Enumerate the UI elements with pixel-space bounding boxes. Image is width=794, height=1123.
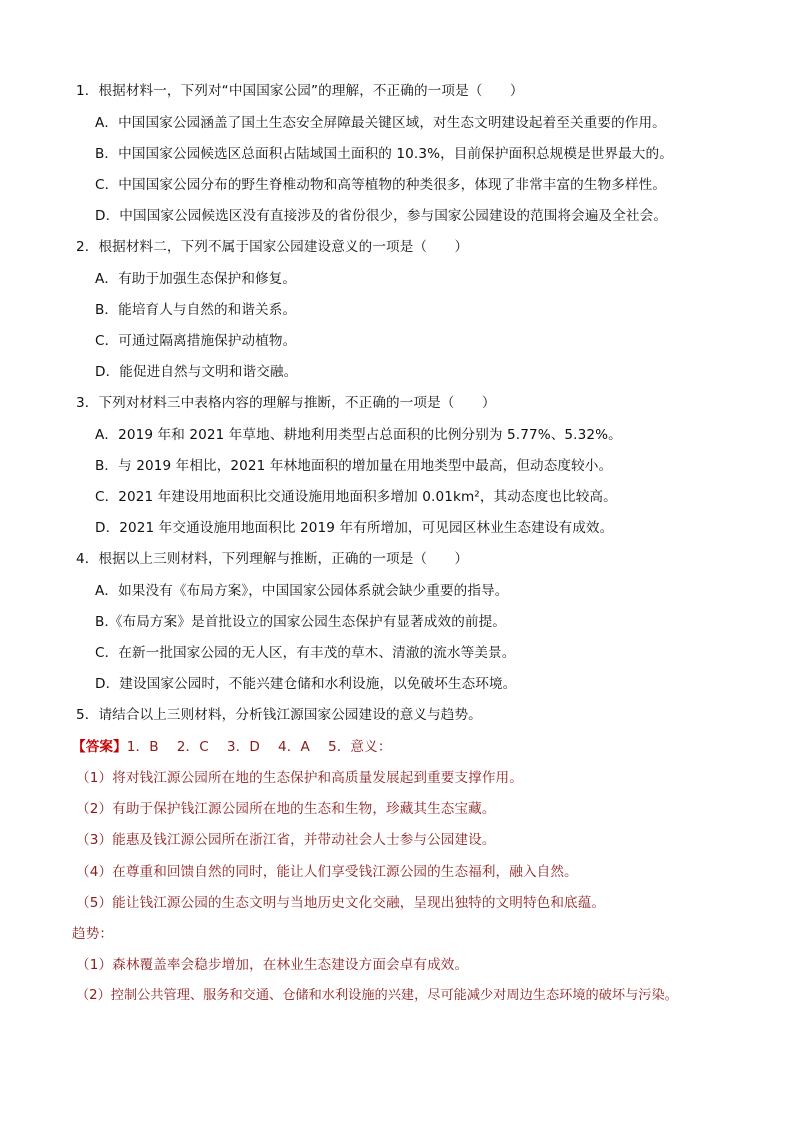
answer-keys: 1．B 2．C 3．D 4．A 5．意义： — [126, 739, 392, 755]
question-1-option-c: C．中国国家公园分布的野生脊椎动物和高等植物的种类很多，体现了非常丰富的生物多样性。 — [95, 177, 667, 193]
answer-line — [72, 738, 392, 756]
trend-label: 趋势： — [72, 926, 114, 942]
question-4-option-a: A．如果没有《布局方案》，中国国家公园体系就会缺少重要的指导。 — [95, 583, 509, 599]
question-5-stem: 5．请结合以上三则材料，分析钱江源国家公园建设的意义与趋势。 — [76, 707, 482, 723]
meaning-item-1: （1）将对钱江源公园所在地的生态保护和高质量发展起到重要支撑作用。 — [76, 770, 523, 786]
question-1-option-b: B．中国国家公园候选区总面积占陆域国土面积的 10.3%，目前保护面积总规模是世界最大的。 — [95, 146, 673, 162]
meaning-item-2: （2）有助于保护钱江源公园所在地的生态和生物，珍藏其生态宝藏。 — [76, 801, 496, 817]
question-2-option-d: D．能促进自然与文明和谐交融。 — [95, 364, 298, 380]
question-3-option-b: B．与 2019 年相比，2021 年林地面积的增加量在用地类型中最高，但动态度较小。 — [95, 458, 613, 474]
question-4-option-b: B.《布局方案》是首批设立的国家公园生态保护有显著成效的前提。 — [95, 614, 506, 630]
question-3-stem: 3．下列对材料三中表格内容的理解与推断，不正确的一项是（ ） — [76, 395, 496, 411]
question-1-stem: 1．根据材料一，下列对“中国国家公园”的理解，不正确的一项是（ ） — [76, 83, 524, 99]
question-2-stem: 2．根据材料二，下列不属于国家公园建设意义的一项是（ ） — [76, 239, 469, 255]
question-4-option-d: D．建设国家公园时，不能兴建仓储和水利设施，以免破坏生态环境。 — [95, 676, 517, 692]
question-3-option-c: C．2021 年建设用地面积比交通设施用地面积多增加 0.01km²，其动态度也比较高。 — [95, 489, 617, 505]
question-4-option-c: C．在新一批国家公园的无人区，有丰茂的草木、清澈的流水等美景。 — [95, 645, 516, 661]
meaning-item-5: （5）能让钱江源公园的生态文明与当地历史文化交融，呈现出独特的文明特色和底蕴。 — [76, 895, 606, 911]
question-4-stem: 4．根据以上三则材料，下列理解与推断，正确的一项是（ ） — [76, 551, 469, 567]
question-3-option-d: D．2021 年交通设施用地面积比 2019 年有所增加，可见园区林业生态建设有成效。 — [95, 520, 614, 536]
question-2-option-c: C．可通过隔离措施保护动植物。 — [95, 333, 297, 349]
question-1-option-a: A．中国国家公园涵盖了国土生态安全屏障最关键区域，对生态文明建设起着至关重要的作用。 — [95, 115, 666, 131]
trend-item-1: （1）森林覆盖率会稳步增加，在林业生态建设方面会卓有成效。 — [76, 957, 469, 973]
question-3-option-a: A．2019 年和 2021 年草地、耕地利用类型占总面积的比例分别为 5.77%、5.32%。 — [95, 427, 622, 443]
meaning-item-4: （4）在尊重和回馈自然的同时，能让人们享受钱江源公园的生态福利，融入自然。 — [76, 864, 578, 880]
answer-tag: 【答案】 — [72, 739, 127, 755]
question-2-option-a: A．有助于加强生态保护和修复。 — [95, 271, 297, 287]
question-2-option-b: B．能培育人与自然的和谐关系。 — [95, 302, 297, 318]
question-1-option-d: D．中国国家公园候选区没有直接涉及的省份很少，参与国家公园建设的范围将会遍及全社会。 — [95, 208, 668, 224]
meaning-item-3: （3）能惠及钱江源公园所在浙江省，并带动社会人士参与公园建设。 — [76, 832, 496, 848]
trend-item-2: （2）控制公共管理、服务和交通、仓储和水利设施的兴建，尽可能减少对周边生态环境的破坏与污染。 — [76, 988, 678, 1003]
